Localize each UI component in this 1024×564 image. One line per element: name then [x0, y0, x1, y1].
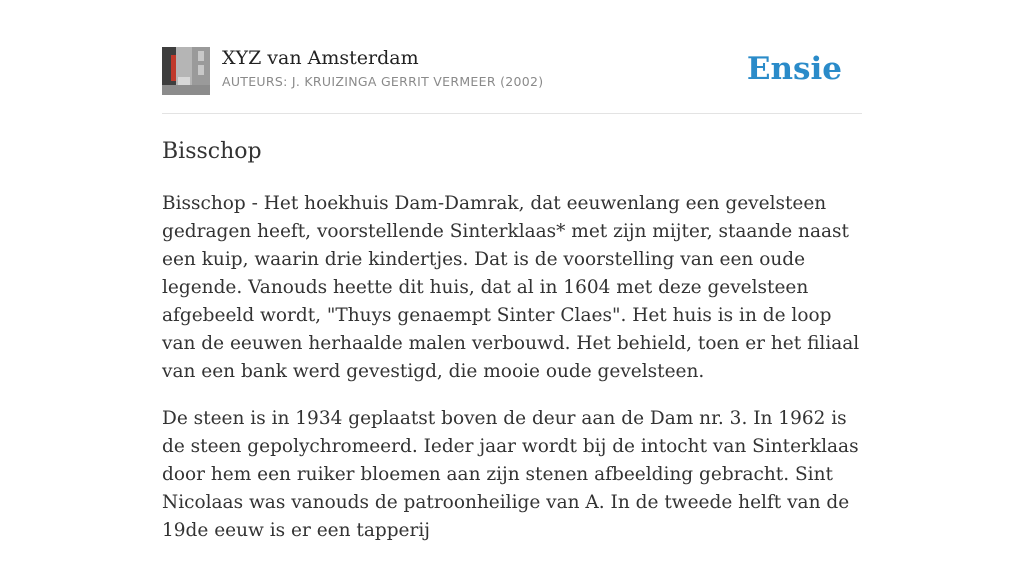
entry-body [162, 190, 862, 564]
body-paragraph: De steen is in 1934 geplaatst boven de deur aan de Dam nr. 3. In 1962 is de steen gepolychromeerd. Ieder jaar wordt bij de intocht van Sinterklaas door hem een ruiker bloemen aan zijn stenen afbeelding gebracht. Sint Nicolaas was vanouds de patroonheilige van A. In de tweede helft van de 19de eeuw is er een tapperij [162, 408, 859, 541]
ensie-logo-link[interactable]: Ensie [746, 51, 842, 87]
body-paragraph: Bisschop - Het hoekhuis Dam-Damrak, dat eeuwenlang een gevelsteen gedragen heeft, voorstellende Sinterklaas* met zijn mijter, staande naast een kuip, waarin drie kindertjes. Dat is de voorstelling van een oude legende. Vanouds heette dit huis, dat al in 1604 met deze gevelsteen afgebeeld wordt, "Thuys genaempt Sinter Claes". Het huis is in de loop van de eeuwen herhaalde malen verbouwd. Het behield, toen er het filiaal van een bank werd gevestigd, die mooie oude gevelsteen. [162, 193, 860, 382]
book-authors: AUTEURS: J. KRUIZINGA GERRIT VERMEER (2002) [222, 74, 544, 89]
page-container [162, 0, 862, 541]
entry-title: Bisschop [162, 139, 262, 164]
book-header [162, 0, 862, 114]
street-photo-image [162, 47, 210, 95]
book-title[interactable]: XYZ van Amsterdam [222, 47, 419, 69]
book-cover-avatar[interactable] [162, 47, 210, 95]
